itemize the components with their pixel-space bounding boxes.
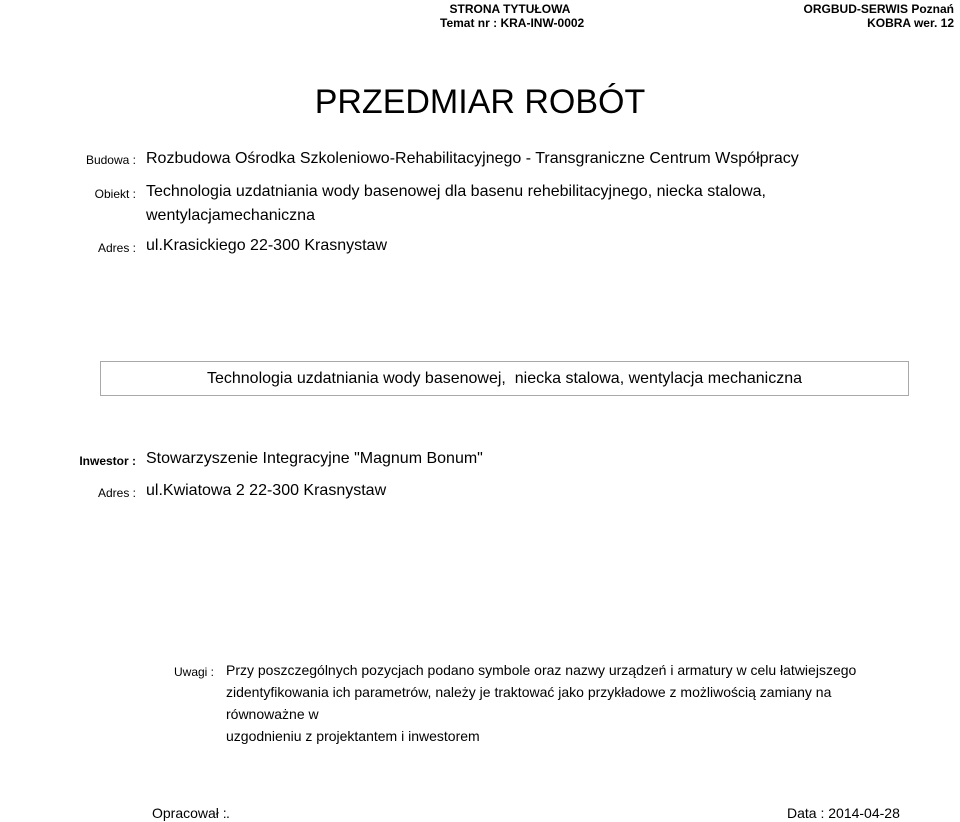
uwagi-line2: zidentyfikowania ich parametrów, należy je traktować jako przykładowe z możliwością zamiany na równoważne w [226, 684, 832, 722]
header-page-type: STRONA TYTUŁOWA [449, 2, 571, 16]
opracowal-label: Opracował : [152, 805, 227, 821]
uwagi-line1: Przy poszczególnych pozycjach podano symbole oraz nazwy urządzeń i armatury w celu łatwiejszego [226, 662, 857, 678]
uwagi-text [226, 659, 886, 747]
header-software-version: KOBRA wer. 12 [867, 16, 954, 30]
obiekt-label: Obiekt : [94, 187, 136, 201]
header-right [804, 2, 954, 30]
budowa-value: Rozbudowa Ośrodka Szkoleniowo-Rehabilitacyjnego - Transgraniczne Centrum Współpracy [146, 150, 799, 167]
inwestor-adres-value: ul.Kwiatowa 2 22-300 Krasnystaw [146, 482, 387, 499]
header-company: ORGBUD-SERWIS Poznań [803, 2, 954, 16]
header-center [440, 2, 585, 30]
obiekt-adres-value: ul.Krasickiego 22-300 Krasnystaw [146, 237, 388, 254]
opracowal-value: . [226, 805, 230, 821]
inwestor-value: Stowarzyszenie Integracyjne "Magnum Bonum" [146, 450, 483, 467]
uwagi-line3: uzgodnieniu z projektantem i inwestorem [226, 728, 480, 744]
obiekt-value-line1: Technologia uzdatniania wody basenowej dla basenu rehebilitacyjnego, niecka stalowa, [146, 183, 766, 200]
header-topic-number: Temat nr : KRA-INW-0002 [440, 16, 585, 30]
budowa-label: Budowa : [85, 153, 136, 167]
work-scope-title: Technologia uzdatniania wody basenowej, niecka stalowa, wentylacja mechaniczna [206, 369, 803, 387]
work-scope-box [100, 361, 909, 396]
inwestor-adres-label: Adres : [97, 486, 136, 500]
obiekt-value-line2: wentylacjamechaniczna [146, 207, 315, 224]
obiekt-adres-label: Adres : [97, 241, 136, 255]
uwagi-label: Uwagi : [173, 665, 214, 679]
inwestor-label: Inwestor : [79, 454, 136, 468]
page-title: PRZEDMIAR ROBÓT [314, 83, 646, 121]
date-text: Data : 2014-04-28 [787, 805, 900, 821]
